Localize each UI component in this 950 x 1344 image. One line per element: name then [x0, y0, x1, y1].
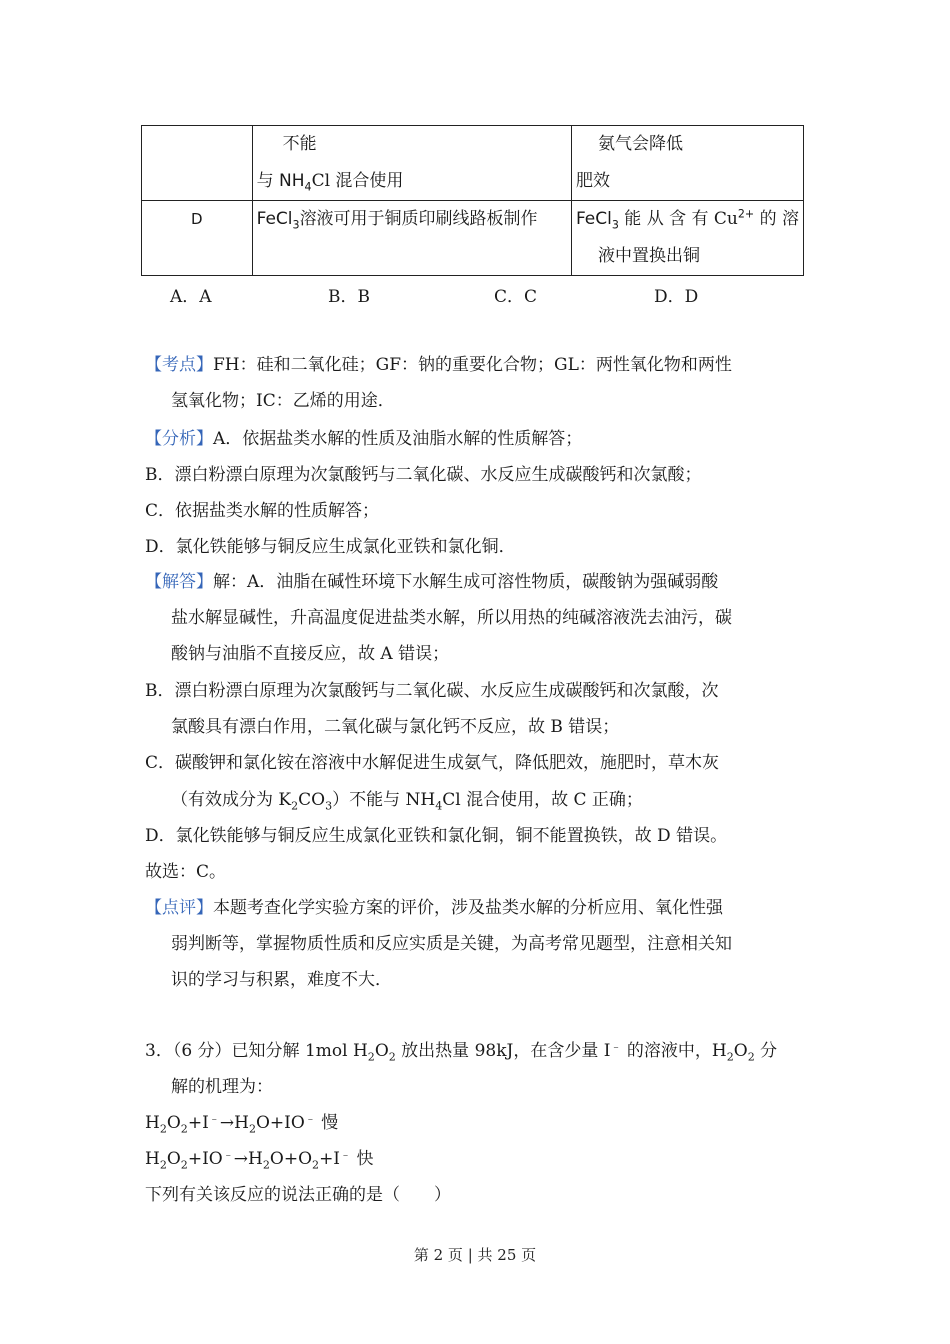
- table-cell-practice: [252, 201, 571, 276]
- table-cell-practice: [252, 126, 571, 201]
- options-table: [141, 125, 804, 276]
- reaction-fast: $H_2O_2+IO^﹣\to H_2O+O_2+I^﹣$ 快: [145, 1147, 374, 1172]
- dianping-tag: 【点评】: [145, 898, 213, 918]
- reaction-slow: $H_2O_2+I^﹣\to H_2O+IO^﹣$ 慢: [145, 1111, 339, 1136]
- jieda-line: 氯酸具有漂白作用，二氧化碳与氯化钙不反应，故 B 错误；: [171, 717, 620, 737]
- jieda-line: 酸钠与油脂不直接反应，故 A 错误；: [171, 644, 450, 664]
- kaodian-line: 氢氧化物；IC：乙烯的用途．: [171, 391, 395, 411]
- cell-text-fecl3: FeCl$_3$溶液可用于铜质印刷线路板制作: [256, 209, 538, 232]
- table-row: [142, 201, 804, 276]
- dianping-line: 本题考查化学实验方案的评价，涉及盐类水解的分析应用、氧化性强: [213, 898, 723, 918]
- fenxi-line: C．依据盐类水解的性质解答；: [145, 501, 380, 521]
- option-a: A．A: [170, 287, 212, 307]
- fenxi-line: B．漂白粉漂白原理为次氯酸钙与二氧化碳、水反应生成碳酸钙和次氯酸；: [145, 465, 702, 485]
- cell-text: 液中置换出铜: [597, 246, 700, 266]
- jieda-line: B．漂白粉漂白原理为次氯酸钙与二氧化碳、水反应生成碳酸钙和次氯酸，次: [145, 681, 719, 701]
- table-cell-reason: [571, 201, 803, 276]
- jieda-line-k2co3: （有效成分为 $K_2CO_3$）不能与 $NH_4Cl$ 混合使用，故 C 正确；: [171, 790, 643, 813]
- fenxi-line: A．依据盐类水解的性质及油脂水解的性质解答；: [213, 429, 583, 449]
- question-3-stem: 3．（6 分）已知分解 1mol $H_2O_2$ 放出热量 98kJ，在含少量 I﹣ 的溶液中，$H_2O_2$ 分: [145, 1039, 778, 1064]
- cell-text: 不能: [282, 134, 317, 154]
- table-row: [142, 126, 804, 201]
- cell-text-fecl3-cu: FeCl$_3$ 能 从 含 有 $Cu^{2+}$ 的 溶: [575, 207, 799, 232]
- table-cell-empty: [142, 126, 253, 201]
- dianping-line: 弱判断等，掌握物质性质和反应实质是关键，为高考常见题型，注意相关知: [171, 934, 732, 954]
- page-footer: 第 2 页 | 共 25 页: [413, 1246, 537, 1264]
- jieda-line: 盐水解显碱性，升高温度促进盐类水解，所以用热的纯碱溶液洗去油污，碳: [171, 608, 732, 628]
- fenxi-line: D．氯化铁能够与铜反应生成氯化亚铁和氯化铜．: [145, 537, 516, 557]
- kaodian-tag: 【考点】: [145, 355, 213, 375]
- question-3-prompt: 下列有关该反应的说法正确的是（ ）: [145, 1185, 451, 1205]
- cell-text-nh4cl: 与 $NH_4Cl$ 混合使用: [256, 171, 404, 194]
- table-cell-reason: [571, 126, 803, 201]
- kaodian-line: FH：硅和二氧化硅；GF：钠的重要化合物；GL：两性氧化物和两性: [213, 355, 732, 375]
- jieda-tag: 【解答】: [145, 572, 213, 592]
- cell-text: 肥效: [575, 171, 610, 191]
- jieda-line: D．氯化铁能够与铜反应生成氯化亚铁和氯化铜，铜不能置换铁，故 D 错误。: [145, 826, 728, 846]
- jieda-answer: 故选：C。: [145, 862, 227, 882]
- option-d: D．D: [654, 287, 699, 307]
- fenxi-tag: 【分析】: [145, 429, 213, 449]
- option-b: B．B: [328, 287, 370, 307]
- table-cell-option: [142, 201, 253, 276]
- jieda-line: 解：A．油脂在碱性环境下水解生成可溶性物质，碳酸钠为强碱弱酸: [213, 572, 719, 592]
- option-c: C．C: [494, 287, 538, 307]
- dianping-line: 识的学习与积累，难度不大．: [171, 970, 392, 990]
- cell-text: 氨气会降低: [597, 134, 683, 154]
- jieda-line: C．碳酸钾和氯化铵在溶液中水解促进生成氨气，降低肥效，施肥时，草木灰: [145, 753, 720, 773]
- option-letter: D: [191, 210, 203, 228]
- question-3-line: 解的机理为：: [171, 1077, 273, 1097]
